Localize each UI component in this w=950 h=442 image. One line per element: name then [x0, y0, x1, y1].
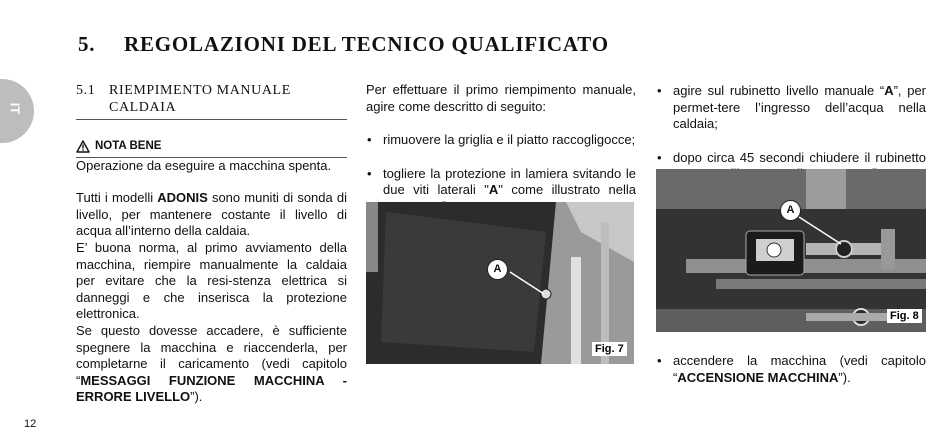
- paragraph-restart: Se questo dovesse accadere, è sufficiente spegnere la macchina e riaccenderla, per completarne il caricamento (vedi capitolo “MESSAGGI FUNZIONE MACCHINA - ERRORE LIVELLO”).: [76, 322, 347, 405]
- section-title: [76, 82, 347, 120]
- bullet-item: • togliere la protezione in lamiera svitando le due viti laterali "A" come illustrato nella: [367, 165, 636, 198]
- callout-a: A: [487, 259, 508, 280]
- note-heading-text: NOTA BENE: [95, 140, 162, 152]
- section-title-line1: RIEMPIMENTO MANUALE: [109, 83, 291, 98]
- section-number: 5.1: [76, 83, 96, 98]
- paragraph-models: Tutti i modelli ADONIS sono muniti di sonda di livello, per mantenere costante il livello di acqua all’interno della caldaia.: [76, 190, 347, 239]
- note-heading: [76, 138, 347, 158]
- chapter-title-text: REGOLAZIONI DEL TECNICO QUALIFICATO: [124, 32, 609, 56]
- language-tab-label: IT: [7, 102, 23, 115]
- callout-a: A: [780, 200, 801, 221]
- bullet-item: • accendere la macchina (vedi capitolo “ACCENSIONE MACCHINA”).: [657, 353, 926, 385]
- language-tab: [0, 79, 34, 143]
- bullet-item: • rimuovere la griglia e il piatto raccogligocce;: [367, 132, 636, 148]
- figure-8-illustration: [656, 169, 926, 332]
- figure-7-photo: [366, 202, 634, 364]
- bullet-item: • dopo circa 45 secondi chiudere il rubinetto: [657, 149, 926, 165]
- chapter-title: [78, 32, 609, 57]
- figure-7-label: Fig. 7: [592, 342, 627, 356]
- column-middle: [366, 82, 636, 216]
- column-right: [656, 83, 926, 183]
- column-left: [76, 82, 347, 406]
- section-title-text: [109, 82, 291, 116]
- note-text: Operazione da eseguire a macchina spenta.: [76, 157, 332, 173]
- intro-text: Per effettuare il primo riempimento manuale, agire come descritto di seguito:: [366, 82, 636, 114]
- figure-8-label: Fig. 8: [887, 309, 922, 323]
- figure-7-illustration: [366, 202, 634, 364]
- column-right-lower: [656, 353, 926, 386]
- paragraph-first-start: E’ buona norma, al primo avviamento della macchina, riempire manualmente la caldaia per evitare che la resi-stenza elettrica si danneggi e che inserisca la protezione elettronica.: [76, 239, 347, 322]
- figure-8-photo: [656, 169, 926, 332]
- page-number: 12: [24, 418, 37, 430]
- chapter-number: 5.: [78, 32, 96, 56]
- warning-icon: [76, 140, 90, 153]
- bullet-item: • agire sul rubinetto livello manuale “A”, per permet-tere l’ingresso dell’acqua nella caldaia;: [657, 83, 926, 132]
- section-title-line2: CALDAIA: [109, 100, 177, 115]
